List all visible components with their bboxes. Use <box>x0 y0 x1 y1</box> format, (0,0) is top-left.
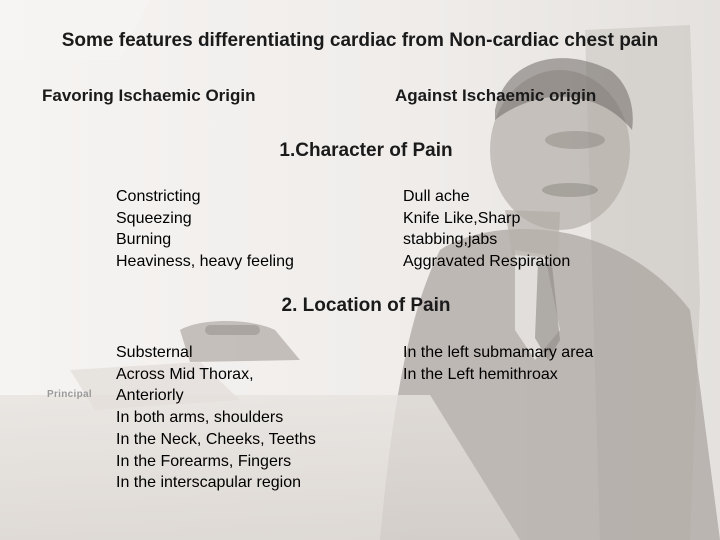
photo-nameplate-text: Principal <box>47 389 92 400</box>
list-item: Burning <box>116 231 172 249</box>
list-item: In both arms, shoulders <box>116 409 284 427</box>
section-location-of-pain-title: 2. Location of Pain <box>281 295 451 316</box>
list-item: Constricting <box>116 188 201 205</box>
list-item: Knife Like,Sharp <box>403 209 521 227</box>
right-column-heading: Against Ischaemic origin <box>395 86 597 105</box>
list-item: Anteriorly <box>116 387 184 405</box>
slide-title: Some features differentiating cardiac from Non-cardiac chest pain <box>61 30 659 51</box>
list-item: Squeezing <box>116 209 192 227</box>
list-item: In the interscapular region <box>116 474 301 492</box>
list-item: Substernal <box>116 344 193 361</box>
location-favoring-list <box>116 342 316 494</box>
left-column-heading: Favoring Ischaemic Origin <box>42 86 256 105</box>
location-against-list <box>403 342 593 385</box>
list-item: In the Neck, Cheeks, Teeths <box>116 430 316 448</box>
list-item: In the left submamary area <box>403 344 594 361</box>
list-item: stabbing,jabs <box>403 231 498 249</box>
list-item: Aggravated Respiration <box>403 253 571 271</box>
list-item: In the Left hemithroax <box>403 365 558 383</box>
list-item: Dull ache <box>403 188 470 205</box>
list-item: Across Mid Thorax, <box>116 365 254 383</box>
list-item: Heaviness, heavy feeling <box>116 253 294 271</box>
character-favoring-list <box>116 186 294 273</box>
section-character-of-pain-title: 1.Character of Pain <box>279 140 453 161</box>
list-item: In the Forearms, Fingers <box>116 452 292 470</box>
character-against-list <box>403 186 570 273</box>
